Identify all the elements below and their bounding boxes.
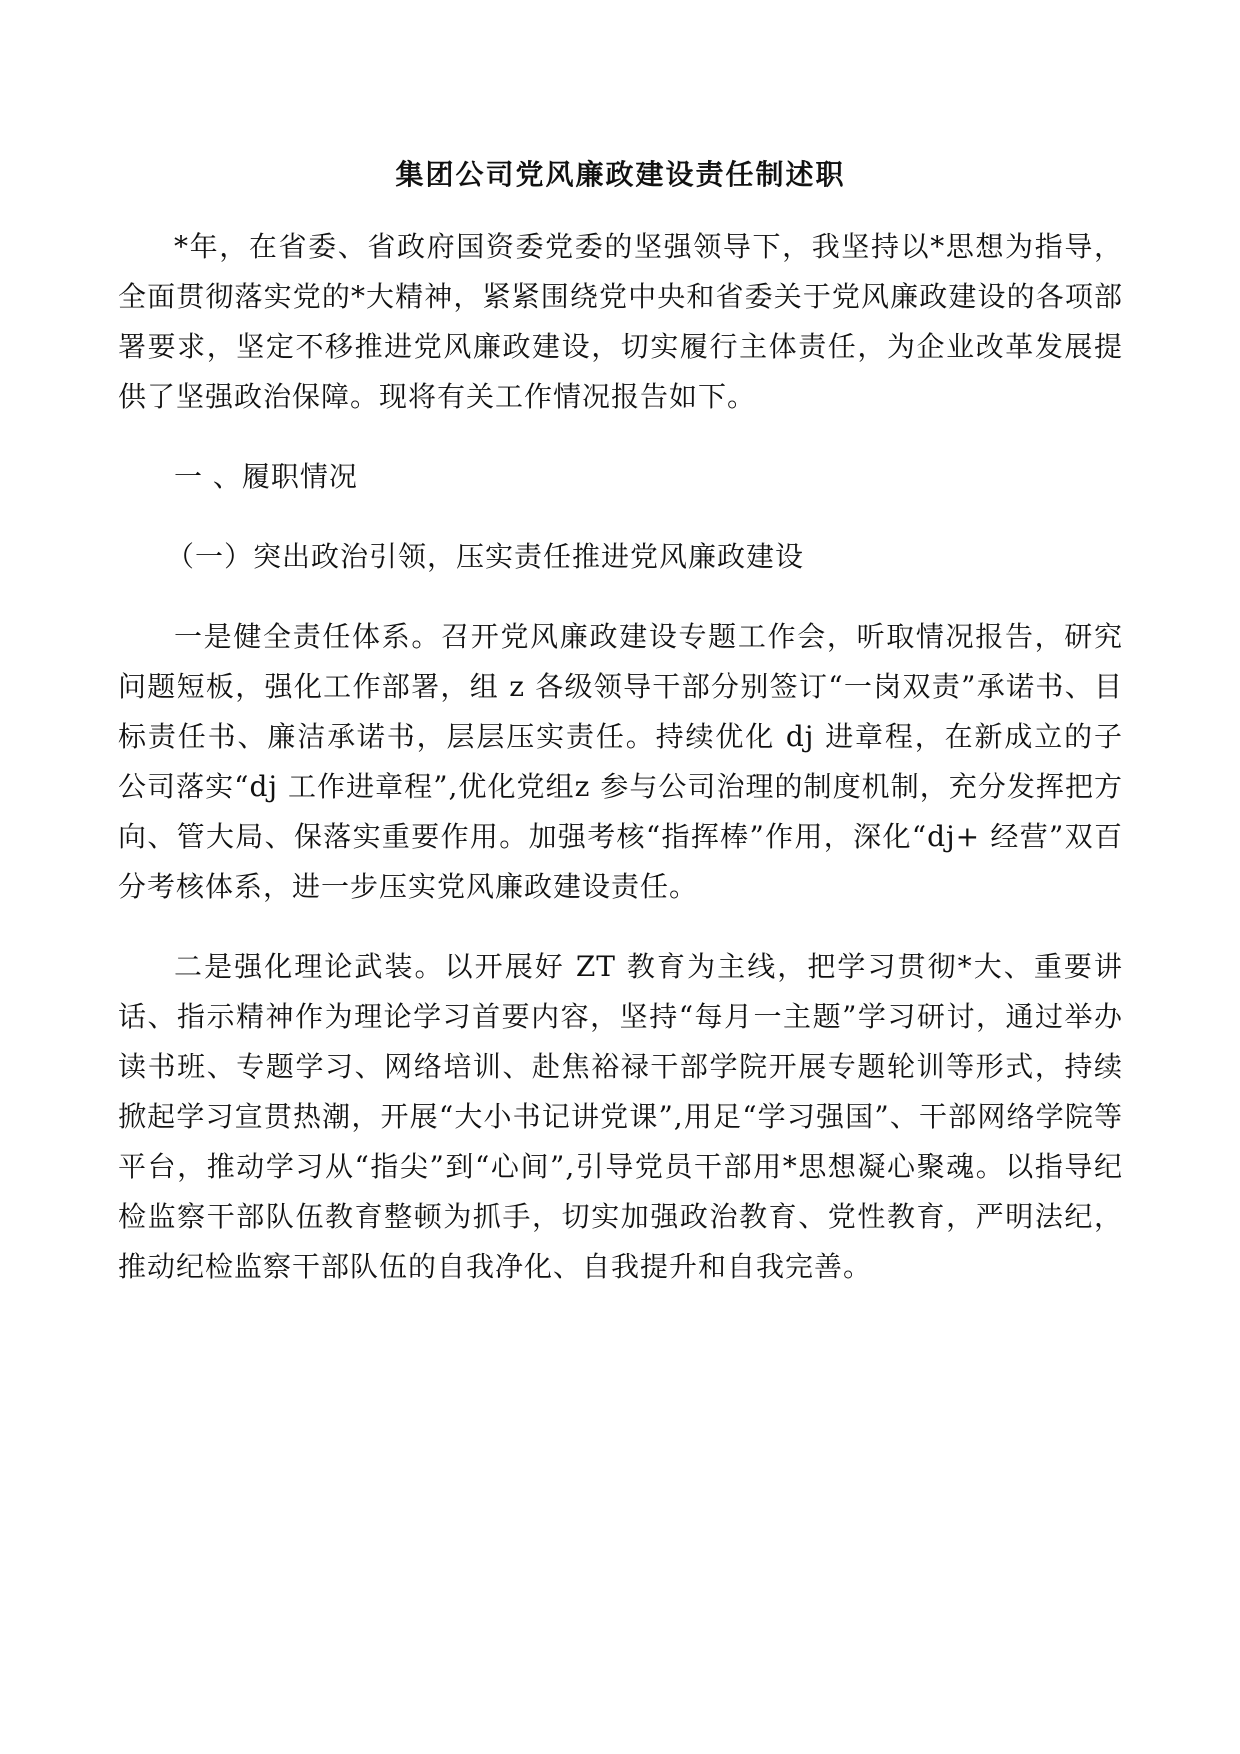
document-page [118,150,1123,1292]
subsection-heading-1: （一）突出政治引领，压实责任推进党风廉政建设 [166,540,805,573]
intro-paragraph: *年，在省委、省政府国资委党委的坚强领导下，我坚持以*思想为指导，全面贯彻落实党的*大精神，紧紧围绕党中央和省委关于党风廉政建设的各项部署要求，坚定不移推进党风廉政建设，切实履行主体责任，为企业改革发展提供了坚强政治保障。现将有关工作情况报告如下。 [118,230,1123,413]
section-heading-1: 一 、履职情况 [174,460,358,493]
document-title: 集团公司党风廉政建设责任制述职 [395,158,846,191]
paragraph-theory-study: 二是强化理论武装。以开展好 ZT 教育为主线，把学习贯彻*大、重要讲话、指示精神作为理论学习首要内容，坚持“每月一主题”学习研讨，通过举办读书班、专题学习、网络培训、赴焦裕禄干部学院开展专题轮训等形式，持续掀起学习宣贯热潮，开展“大小书记讲党课”,用足“学习强国”、干部网络学院等平台，推动学习从“指尖”到“心间”,引导党员干部用*思想凝心聚魂。以指导纪检监察干部队伍教育整顿为抓手，切实加强政治教育、党性教育，严明法纪，推动纪检监察干部队伍的自我净化、自我提升和自我完善。 [118,950,1123,1283]
paragraph-responsibility-system: 一是健全责任体系。召开党风廉政建设专题工作会，听取情况报告，研究问题短板，强化工作部署，组 z 各级领导干部分别签订“一岗双责”承诺书、目标责任书、廉洁承诺书，层层压实责任。持续优化 dj 进章程，在新成立的子公司落实“dj 工作进章程”,优化党组z 参与公司治理的制度机制，充分发挥把方向、管大局、保落实重要作用。加强考核“指挥棒”作用，深化“dj+ 经营”双百分考核体系，进一步压实党风廉政建设责任。 [118,620,1123,903]
